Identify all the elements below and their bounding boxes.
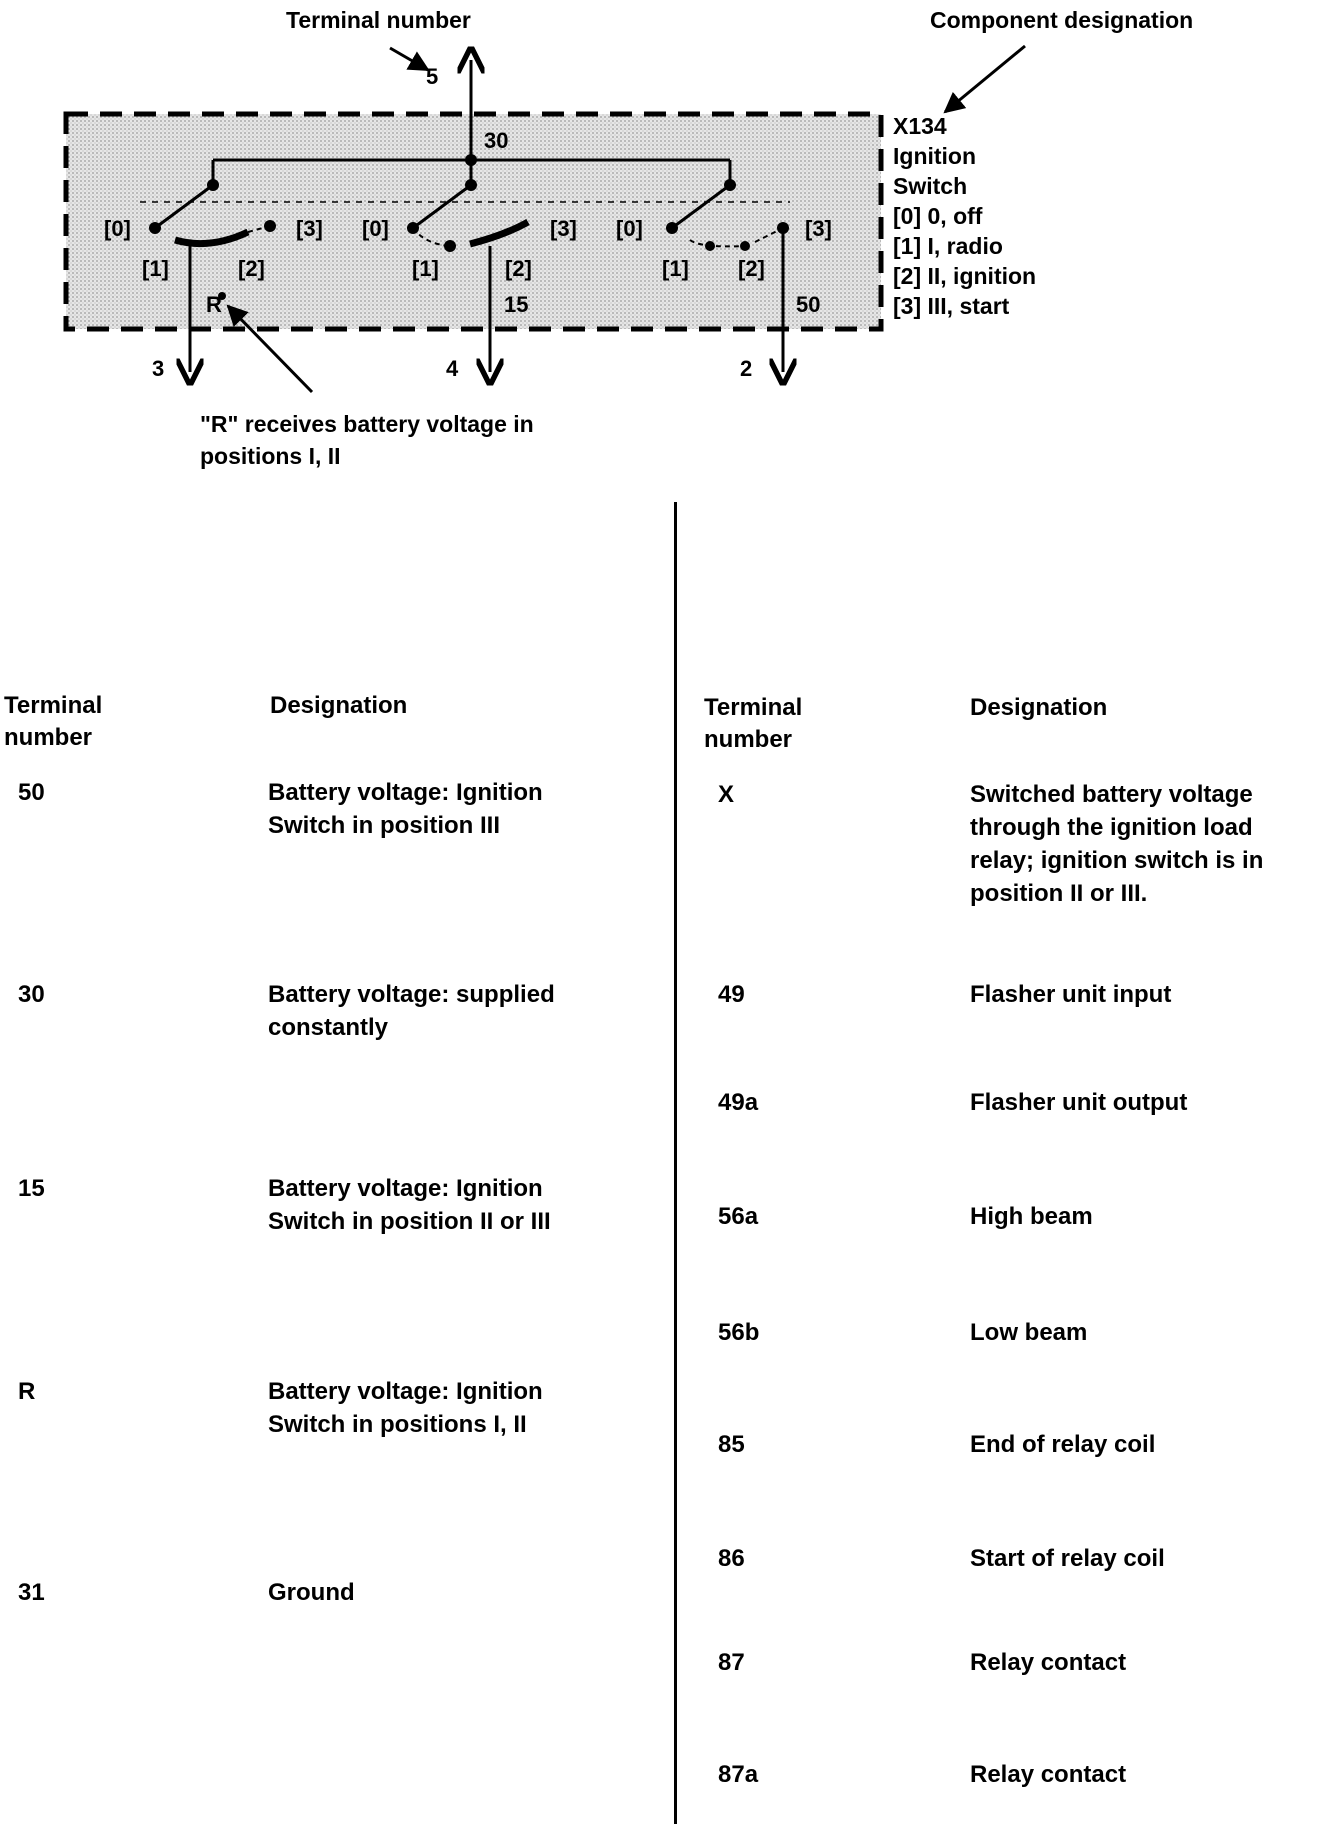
component-name-line1: Ignition	[893, 143, 977, 169]
right-designation-87a: Relay contact	[970, 1761, 1127, 1788]
left-designation-15: Battery voltage: Ignition Switch in position II or III	[268, 1175, 551, 1235]
component-body	[66, 114, 881, 329]
left-terminal-50: 50	[18, 779, 45, 806]
pin-4-label: 4	[446, 356, 459, 381]
right-designation-49a: Flasher unit output	[970, 1089, 1188, 1116]
right-terminal-87: 87	[718, 1649, 745, 1676]
right-designation-86: Start of relay coil	[970, 1545, 1165, 1572]
terminal-number-callout: Terminal number	[286, 7, 471, 33]
component-name-line2: Switch	[893, 173, 968, 199]
position-2-legend: [2] II, ignition	[893, 263, 1037, 289]
right-designation-49: Flasher unit input	[970, 981, 1172, 1008]
right-designation-85: End of relay coil	[970, 1431, 1156, 1458]
position-1-legend: [1] I, radio	[893, 233, 1003, 259]
component-id: X134	[893, 113, 947, 139]
left-designation-r: Battery voltage: Ignition Switch in positions I, II	[268, 1378, 543, 1438]
left-designation-30: Battery voltage: supplied constantly	[268, 981, 555, 1041]
right-designation-56b: Low beam	[970, 1319, 1088, 1346]
left-terminal-header: Terminal number	[4, 692, 103, 751]
right-designation-x: Switched battery voltage through the ignition load relay; ignition switch is in position II or III.	[970, 781, 1264, 907]
pin-5-label: 5	[426, 64, 439, 89]
label-pos3-deck2: [3]	[550, 216, 577, 241]
left-terminal-30: 30	[18, 981, 45, 1008]
left-terminal-r: R	[18, 1378, 36, 1405]
position-3-legend: [3] III, start	[893, 293, 1010, 319]
right-terminal-x: X	[718, 781, 735, 808]
left-designation-31: Ground	[268, 1579, 355, 1606]
label-pos2-deck2: [2]	[505, 256, 532, 281]
label-pos0-deck2: [0]	[362, 216, 389, 241]
label-pos2-deck1: [2]	[238, 256, 265, 281]
label-terminal-15: 15	[504, 292, 529, 317]
label-pos1-deck3: [1]	[662, 256, 689, 281]
right-terminal-49a: 49a	[718, 1089, 759, 1116]
right-terminal-49: 49	[718, 981, 745, 1008]
label-terminal-r: R	[206, 292, 222, 317]
left-designation-50: Battery voltage: Ignition Switch in position III	[268, 779, 543, 839]
label-pos3-deck1: [3]	[296, 216, 323, 241]
label-pos1-deck1: [1]	[142, 256, 169, 281]
r-note-callout: "R" receives battery voltage in positions I, II	[200, 411, 534, 469]
right-designation-87: Relay contact	[970, 1649, 1127, 1676]
pin-2-label: 2	[740, 356, 753, 381]
right-designation-56a: High beam	[970, 1203, 1093, 1230]
label-terminal-30: 30	[484, 128, 509, 153]
right-terminal-87a: 87a	[718, 1761, 759, 1788]
component-designation-pointer	[945, 46, 1025, 112]
right-terminal-56b: 56b	[718, 1319, 760, 1346]
right-terminal-header: Terminal number	[704, 694, 803, 753]
component-designation-callout: Component designation	[930, 7, 1194, 33]
pin-3-label: 3	[152, 356, 165, 381]
label-terminal-50: 50	[796, 292, 821, 317]
label-pos0-deck3: [0]	[616, 216, 643, 241]
position-0-legend: [0] 0, off	[893, 203, 983, 229]
label-pos0-deck1: [0]	[104, 216, 131, 241]
left-terminal-15: 15	[18, 1175, 45, 1202]
right-designation-header: Designation	[970, 694, 1108, 721]
left-designation-header: Designation	[270, 692, 408, 719]
right-terminal-56a: 56a	[718, 1203, 759, 1230]
column-divider	[674, 502, 677, 1824]
left-terminal-31: 31	[18, 1579, 45, 1606]
terminal-number-pointer	[390, 48, 428, 70]
right-terminal-85: 85	[718, 1431, 745, 1458]
label-pos2-deck3: [2]	[738, 256, 765, 281]
right-terminal-86: 86	[718, 1545, 745, 1572]
label-pos3-deck3: [3]	[805, 216, 832, 241]
label-pos1-deck2: [1]	[412, 256, 439, 281]
